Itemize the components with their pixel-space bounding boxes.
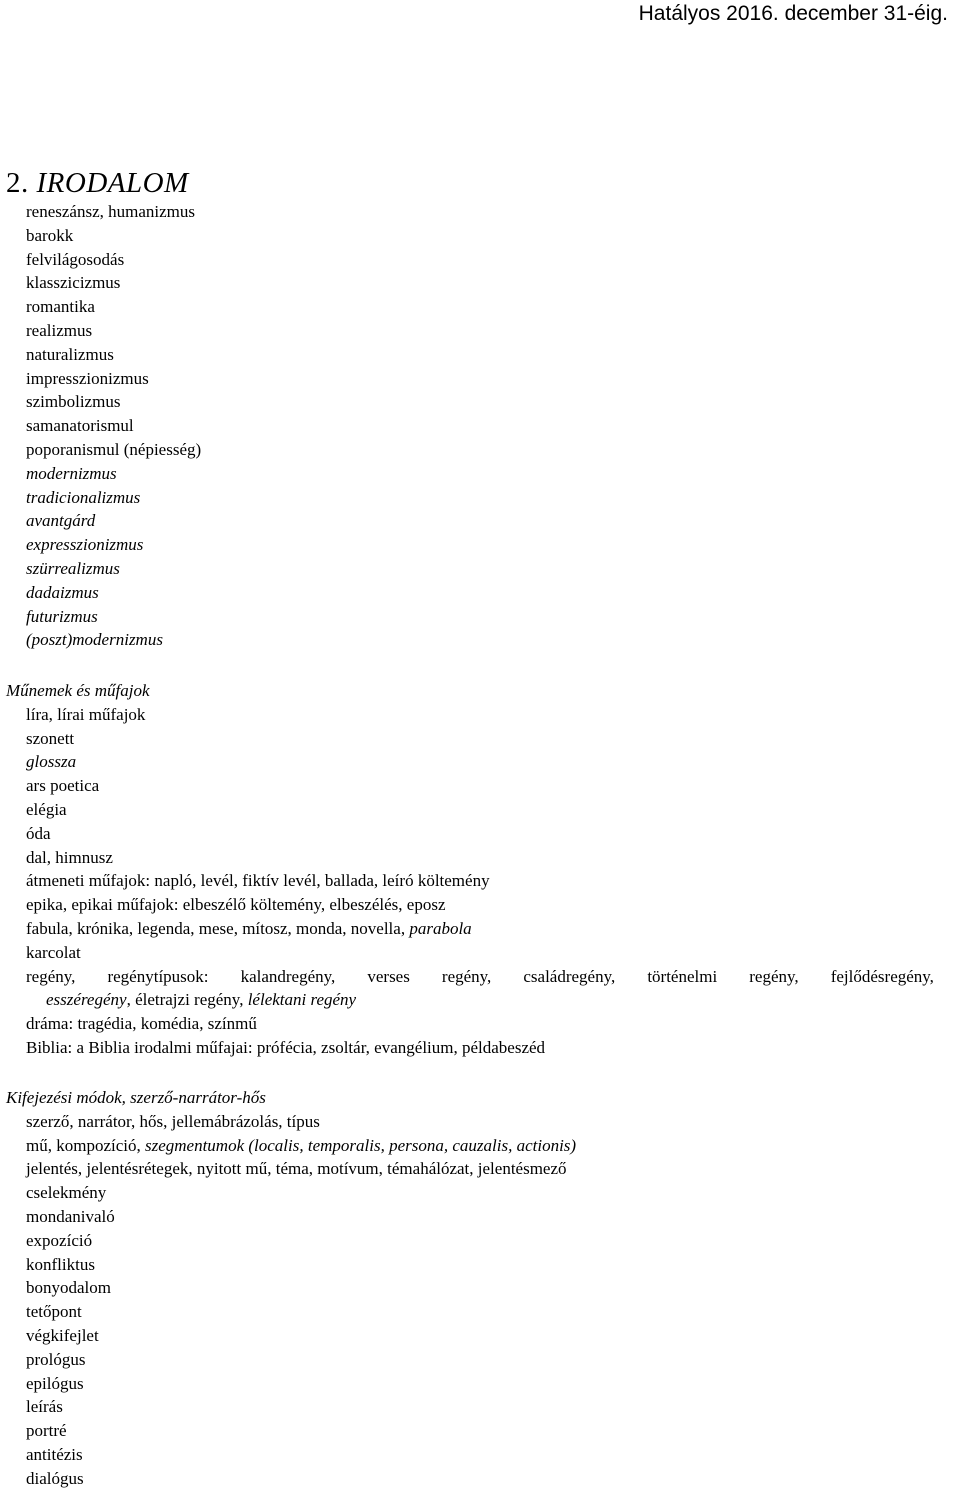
word: fejlődésregény, [830,966,934,986]
list-item: romantika [26,297,95,317]
eletrajzi-text: , életrajzi regény, [126,990,244,1010]
list-item: dialógus [26,1468,84,1488]
genres-section [0,679,960,1060]
word: regény, [26,966,76,986]
word: regény, [441,966,492,986]
list-item: cselekmény [26,1183,107,1203]
list-item: bonyodalom [26,1278,111,1298]
szegmentumok-text: szegmentumok (localis, temporalis, persona, cauzalis, actionis) [144,1135,577,1155]
list-item: dal, himnusz [26,847,113,867]
list-item: szerző, narrátor, hős, jellemábrázolás, típus [26,1111,320,1131]
list-item: líra, lírai műfajok [26,704,146,724]
list-item: óda [26,823,51,843]
list-item: felvilágosodás [26,249,125,269]
esszeregeny-text: esszéregény [46,990,127,1010]
list-item: glossza [26,752,77,772]
word: verses [367,966,410,986]
list-item [0,988,960,1012]
list-item: dráma: tragédia, komédia, színmű [26,1014,257,1034]
section-title-text: IRODALOM [36,167,189,199]
section-number: 2. [6,167,29,199]
list-item [0,1134,960,1158]
list-item: avantgárd [26,511,96,531]
list-item: jelentés, jelentésrétegek, nyitott mű, téma, motívum, témahálózat, jelentésmező [26,1159,567,1179]
expression-section [0,1086,960,1491]
list-item: modernizmus [26,463,117,483]
word: családregény, [523,966,616,986]
list-item: konfliktus [26,1254,95,1274]
list-item: expozíció [26,1230,93,1250]
list-item: barokk [26,225,74,245]
validity-header: Hatályos 2016. december 31-éig. [638,2,948,25]
list-item: szürrealizmus [26,558,120,578]
list-item: epika, epikai műfajok: elbeszélő költemény, elbeszélés, eposz [26,895,446,915]
list-item: ars poetica [26,776,100,796]
list-item: Biblia: a Biblia irodalmi műfajai: prófécia, zsoltár, evangélium, példabeszéd [26,1037,546,1057]
regeny-line [0,965,934,989]
list-item: tetőpont [26,1302,82,1322]
lelektani-text: lélektani regény [247,990,357,1010]
list-item: tradicionalizmus [26,487,141,507]
list-item [0,917,960,941]
list-item: (poszt)modernizmus [26,630,163,650]
word: regény, [749,966,799,986]
list-item: epilógus [26,1373,84,1393]
word: regénytípusok: [107,966,209,986]
list-item: elégia [26,799,67,819]
list-item: dadaizmus [26,582,99,602]
list-item: mondanivaló [26,1206,115,1226]
list-item: expresszionizmus [26,535,144,555]
list-item: antitézis [26,1444,83,1464]
genres-heading: Műnemek és műfajok [6,681,150,700]
list-item: átmeneti műfajok: napló, levél, fiktív levél, ballada, leíró költemény [26,871,490,891]
list-item: leírás [26,1397,63,1417]
list-item: karcolat [26,942,81,962]
list-item: portré [26,1421,67,1441]
list-item: realizmus [26,320,93,340]
list-item: klasszicizmus [26,273,121,293]
list-item: végkifejlet [26,1325,99,1345]
expression-heading: Kifejezési módok, szerző-narrátor-hős [6,1088,266,1107]
list-item: szimbolizmus [26,392,121,412]
list-item: poporanismul (népiesség) [26,439,202,459]
fabula-text: fabula, krónika, legenda, mese, mítosz, monda, novella, [26,918,406,938]
word: történelmi [647,966,718,986]
mu-text: mű, kompozíció, [26,1135,141,1155]
list-item: prológus [26,1349,86,1369]
list-item: reneszánsz, humanizmus [26,202,195,221]
list-item: impresszionizmus [26,368,149,388]
word: kalandregény, [240,966,336,986]
section-title [6,166,189,200]
parabola-text: parabola [409,918,472,938]
list-item: samanatorismul [26,416,134,436]
list-item: futurizmus [26,606,98,626]
movements-list [0,200,960,652]
list-item: naturalizmus [26,344,114,364]
list-item: szonett [26,728,75,748]
